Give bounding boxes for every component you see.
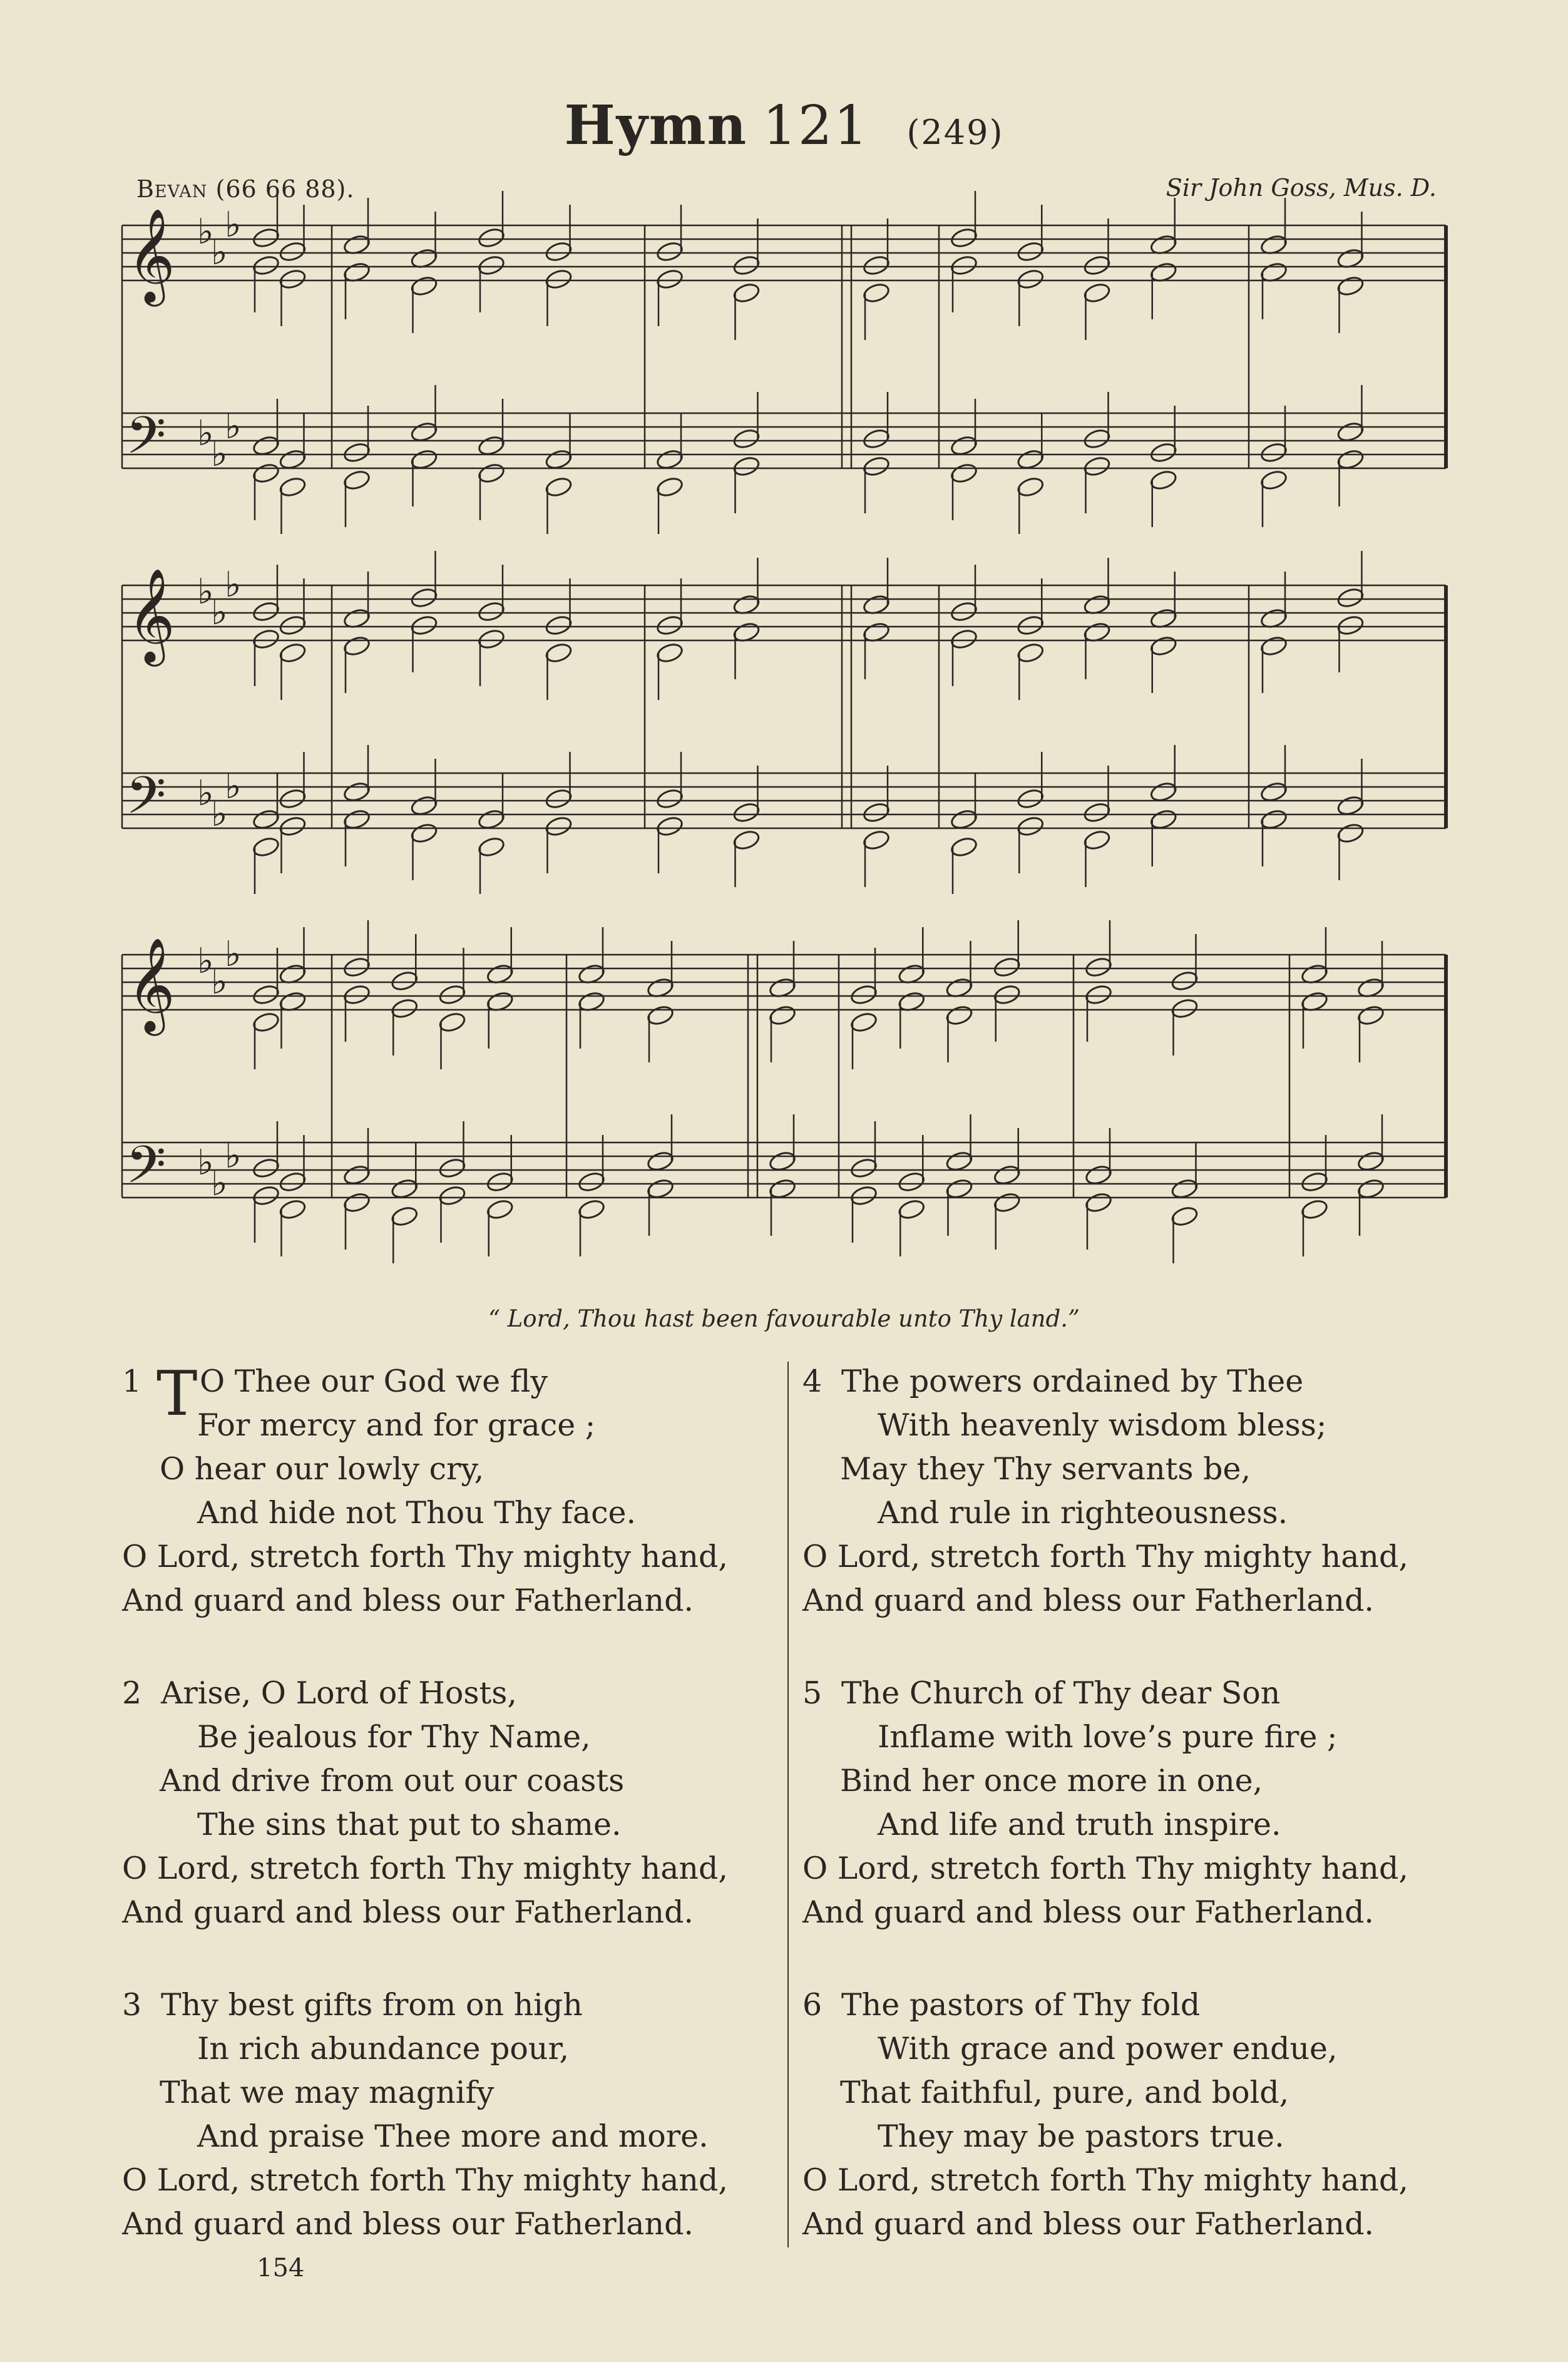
note-head	[993, 1191, 1022, 1214]
note-head	[342, 1164, 371, 1186]
verse-number: 4	[802, 1363, 822, 1399]
verse-1	[122, 1360, 728, 1623]
verse-line: And drive from out our coasts	[160, 1763, 625, 1799]
verse-line: In rich abundance pour,	[197, 2031, 570, 2067]
bass-clef-icon: 𝄢	[126, 405, 167, 478]
note-head	[1336, 587, 1365, 609]
verse-line: The sins that put to shame.	[197, 1807, 622, 1842]
verse-line: And guard and bless our Fatherland.	[122, 1894, 694, 1930]
tune-name: Bevan (66 66 88).	[136, 175, 355, 203]
verse-line: That we may magnify	[160, 2075, 494, 2110]
note-head	[1336, 794, 1365, 817]
flat-icon: ♭	[211, 962, 228, 1002]
note-head	[477, 434, 506, 457]
note-head	[1336, 421, 1365, 443]
verse-line: O Thee our God we fly	[200, 1363, 548, 1399]
note-head	[897, 1171, 926, 1193]
flat-icon: ♭	[211, 592, 228, 633]
note-head	[252, 1184, 280, 1207]
verse-line: O Lord, stretch forth Thy mighty hand,	[802, 2162, 1408, 2198]
verse-line: The powers ordained by Thee	[841, 1363, 1304, 1399]
note-head	[252, 227, 280, 249]
verse-line: Arise, O Lord of Hosts,	[161, 1675, 517, 1711]
bass-clef-icon: 𝄢	[126, 765, 167, 838]
note-head	[486, 1198, 515, 1221]
note-head	[655, 815, 684, 838]
verse-line: With grace and power endue,	[878, 2031, 1338, 2067]
note-head	[1300, 1198, 1329, 1221]
note-head	[1259, 635, 1288, 657]
note-head	[768, 1178, 797, 1200]
flat-icon: ♭	[225, 406, 242, 447]
note-head	[768, 1004, 797, 1027]
note-head	[950, 434, 978, 457]
note-head	[545, 642, 573, 664]
note-head	[655, 240, 684, 263]
note-head	[950, 227, 978, 249]
note-head	[279, 448, 307, 471]
verse-line: Thy best gifts from on high	[161, 1987, 583, 2023]
verse-line: And guard and bless our Fatherland.	[122, 1583, 694, 1618]
flat-icon: ♭	[211, 1163, 228, 1204]
bass-clef-icon: 𝄢	[126, 1134, 167, 1208]
flat-icon: ♭	[197, 773, 214, 814]
verse-line: Bind her once more in one,	[840, 1763, 1263, 1799]
verse-line: And hide not Thou Thy face.	[197, 1495, 637, 1531]
note-head	[1336, 275, 1365, 297]
flat-icon: ♭	[211, 434, 228, 475]
note-head	[1149, 808, 1178, 831]
note-head	[1016, 815, 1045, 838]
note-head	[1016, 788, 1045, 810]
verse-line: Be jealous for Thy Name,	[197, 1719, 591, 1755]
note-head	[545, 240, 573, 263]
note-head	[1336, 614, 1365, 637]
verse-5	[802, 1671, 1408, 1934]
note-head	[477, 836, 506, 858]
note-head	[1016, 448, 1045, 471]
note-head	[1016, 642, 1045, 664]
verse-line: And rule in righteousness.	[878, 1495, 1288, 1531]
note-head	[646, 1004, 675, 1027]
note-head	[945, 1004, 974, 1027]
verse-line: With heavenly wisdom bless;	[878, 1407, 1327, 1443]
note-head	[1149, 635, 1178, 657]
verse-line: And guard and bless our Fatherland.	[802, 2206, 1375, 2242]
note-head	[390, 1205, 419, 1228]
note-head	[993, 956, 1022, 978]
flat-icon: ♭	[225, 766, 242, 807]
note-head	[342, 635, 371, 657]
note-head	[577, 1198, 606, 1221]
note-head	[849, 983, 878, 1006]
note-head	[1083, 282, 1112, 304]
verse-line: They may be pastors true.	[878, 2118, 1284, 2154]
note-head	[545, 614, 573, 637]
verse-line: O Lord, stretch forth Thy mighty hand,	[122, 1851, 728, 1886]
note-head	[1016, 268, 1045, 290]
note-head	[1084, 983, 1113, 1006]
verse-line: Inflame with love’s pure fire ;	[878, 1719, 1338, 1755]
hymn-alt-number: (249)	[906, 113, 1004, 152]
page-number: 154	[257, 2254, 305, 2282]
note-head	[410, 275, 439, 297]
note-head	[252, 808, 280, 831]
note-head	[438, 983, 467, 1006]
note-head	[655, 268, 684, 290]
note-head	[1149, 469, 1178, 491]
verse-3	[122, 1983, 728, 2246]
note-head	[655, 448, 684, 471]
verse-4	[802, 1360, 1408, 1623]
note-head	[342, 469, 371, 491]
note-head	[342, 781, 371, 803]
drop-cap: T	[156, 1358, 198, 1430]
note-head	[279, 1171, 307, 1193]
note-head	[545, 788, 573, 810]
treble-clef-icon: 𝄞	[127, 937, 175, 1032]
note-head	[342, 956, 371, 978]
note-head	[862, 254, 891, 277]
verse-line: And praise Thee more and more.	[197, 2118, 709, 2154]
note-head	[1084, 956, 1113, 978]
verse-line: The Church of Thy dear Son	[841, 1675, 1281, 1711]
note-head	[342, 1191, 371, 1214]
note-head	[655, 788, 684, 810]
note-head	[655, 476, 684, 498]
note-head	[1259, 441, 1288, 464]
note-head	[279, 476, 307, 498]
flat-icon: ♭	[197, 572, 214, 612]
note-head	[410, 448, 439, 471]
note-head	[1149, 781, 1178, 803]
flat-icon: ♭	[197, 1142, 214, 1183]
note-head	[862, 801, 891, 824]
note-head	[279, 642, 307, 664]
verse-line: And guard and bless our Fatherland.	[802, 1894, 1375, 1930]
note-head	[732, 428, 761, 450]
note-head	[252, 600, 280, 623]
note-head	[732, 455, 761, 478]
treble-clef-icon: 𝄞	[127, 567, 175, 662]
note-head	[1171, 997, 1199, 1020]
note-head	[768, 1150, 797, 1173]
note-head	[1084, 1191, 1113, 1214]
verse-number: 5	[802, 1675, 822, 1711]
note-head	[1083, 829, 1112, 851]
note-head	[862, 455, 891, 478]
flat-icon: ♭	[211, 232, 228, 273]
note-head	[732, 829, 761, 851]
note-head	[477, 227, 506, 249]
verse-line: O Lord, stretch forth Thy mighty hand,	[122, 1539, 728, 1574]
verse-line: O Lord, stretch forth Thy mighty hand,	[802, 1851, 1408, 1886]
note-head	[1336, 448, 1365, 471]
verse-line: May they Thy servants be,	[840, 1451, 1251, 1487]
note-head	[1016, 476, 1045, 498]
note-head	[1171, 1178, 1199, 1200]
note-head	[252, 628, 280, 650]
note-head	[279, 1198, 307, 1221]
note-head	[279, 240, 307, 263]
note-head	[1171, 970, 1199, 992]
flat-icon: ♭	[197, 212, 214, 252]
note-head	[1171, 1205, 1199, 1228]
note-head	[342, 808, 371, 831]
note-head	[477, 808, 506, 831]
note-head	[732, 801, 761, 824]
note-head	[897, 1198, 926, 1221]
note-head	[252, 983, 280, 1006]
verse-line: And guard and bless our Fatherland.	[122, 2206, 694, 2242]
verse-6	[802, 1983, 1408, 2246]
scripture-quote: “ Lord, Thou hast been favourable unto Thy land.”	[488, 1305, 1080, 1332]
note-head	[342, 441, 371, 464]
note-head	[1259, 781, 1288, 803]
note-head	[950, 462, 978, 485]
note-head	[279, 788, 307, 810]
verse-line: That faithful, pure, and bold,	[840, 2075, 1289, 2110]
note-head	[279, 268, 307, 290]
note-head	[410, 822, 439, 845]
treble-clef-icon: 𝄞	[127, 207, 175, 302]
note-head	[862, 282, 891, 304]
column-divider	[787, 1362, 789, 2247]
note-head	[477, 600, 506, 623]
note-head	[945, 1178, 974, 1200]
note-head	[342, 983, 371, 1006]
note-head	[849, 1157, 878, 1179]
note-head	[849, 1011, 878, 1034]
note-head	[279, 815, 307, 838]
note-head	[1356, 1178, 1385, 1200]
note-head	[390, 1178, 419, 1200]
note-head	[1016, 240, 1045, 263]
note-head	[950, 600, 978, 623]
note-head	[545, 476, 573, 498]
verse-line: O Lord, stretch forth Thy mighty hand,	[802, 1539, 1408, 1574]
verse-line: O Lord, stretch forth Thy mighty hand,	[122, 2162, 728, 2198]
note-head	[410, 614, 439, 637]
note-head	[1083, 254, 1112, 277]
verse-line: O hear our lowly cry,	[160, 1451, 484, 1487]
note-head	[849, 1184, 878, 1207]
note-head	[1336, 822, 1365, 845]
note-head	[1083, 428, 1112, 450]
note-head	[545, 268, 573, 290]
note-head	[1356, 1004, 1385, 1027]
note-head	[390, 970, 419, 992]
note-head	[438, 1011, 467, 1034]
note-head	[438, 1184, 467, 1207]
verse-number: 1	[122, 1363, 142, 1399]
note-head	[945, 1150, 974, 1173]
composer: Sir John Goss, Mus. D.	[1166, 174, 1437, 202]
note-head	[862, 428, 891, 450]
note-head	[252, 1157, 280, 1179]
note-head	[410, 421, 439, 443]
note-head	[410, 587, 439, 609]
note-head	[410, 794, 439, 817]
verse-line: And life and truth inspire.	[878, 1807, 1281, 1842]
note-head	[950, 254, 978, 277]
note-head	[1356, 1150, 1385, 1173]
note-head	[993, 983, 1022, 1006]
note-head	[252, 1011, 280, 1034]
note-head	[950, 808, 978, 831]
note-head	[646, 1178, 675, 1200]
flat-icon: ♭	[197, 413, 214, 454]
verse-2	[122, 1671, 728, 1934]
verse-line: For mercy and for grace ;	[197, 1407, 596, 1443]
note-head	[252, 462, 280, 485]
note-head	[1259, 808, 1288, 831]
verse-number: 2	[122, 1675, 142, 1711]
note-head	[950, 628, 978, 650]
note-head	[577, 1171, 606, 1193]
note-head	[252, 254, 280, 277]
flat-icon: ♭	[225, 205, 242, 245]
verse-line: And guard and bless our Fatherland.	[802, 1583, 1375, 1618]
note-head	[252, 836, 280, 858]
hymn-title-word: Hymn	[564, 94, 748, 157]
note-head	[438, 1157, 467, 1179]
note-head	[1083, 801, 1112, 824]
note-head	[732, 282, 761, 304]
verse-line: The pastors of Thy fold	[841, 1987, 1201, 2023]
note-head	[252, 434, 280, 457]
verse-number: 6	[802, 1987, 822, 2023]
flat-icon: ♭	[225, 1136, 242, 1176]
note-head	[950, 836, 978, 858]
note-head	[477, 628, 506, 650]
flat-icon: ♭	[225, 934, 242, 975]
note-head	[477, 462, 506, 485]
note-head	[279, 614, 307, 637]
note-head	[1300, 1171, 1329, 1193]
note-head	[486, 1171, 515, 1193]
note-head	[1083, 455, 1112, 478]
note-head	[477, 254, 506, 277]
note-head	[1084, 1164, 1113, 1186]
flat-icon: ♭	[197, 941, 214, 982]
note-head	[390, 997, 419, 1020]
flat-icon: ♭	[225, 565, 242, 605]
note-head	[1149, 441, 1178, 464]
note-head	[545, 815, 573, 838]
note-head	[646, 1150, 675, 1173]
note-head	[732, 254, 761, 277]
verse-number: 3	[122, 1987, 142, 2023]
note-head	[1016, 614, 1045, 637]
note-head	[862, 829, 891, 851]
note-head	[545, 448, 573, 471]
note-head	[993, 1164, 1022, 1186]
hymn-number: 121	[762, 95, 869, 157]
note-head	[1259, 469, 1288, 491]
note-head	[655, 614, 684, 637]
note-head	[655, 642, 684, 664]
flat-icon: ♭	[211, 794, 228, 834]
